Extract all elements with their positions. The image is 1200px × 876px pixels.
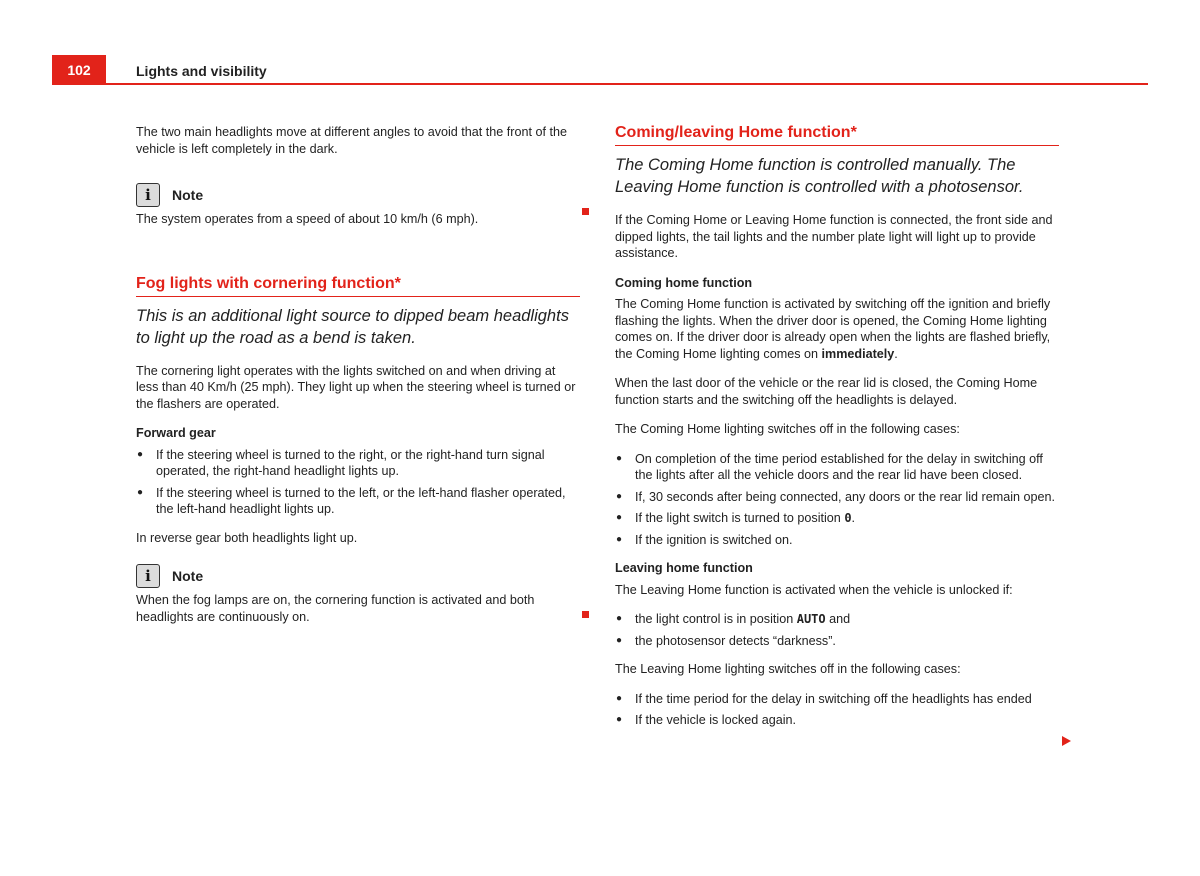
list-item: ● If the steering wheel is turned to the left, or the left-hand flasher operated, the left-hand headlight lights up. — [136, 485, 580, 518]
coming-leaving-intro: If the Coming Home or Leaving Home function is connected, the front side and dipped lights, the tail lights and the number plate light will light up to provide assistance. — [615, 213, 1053, 260]
leaving-home-heading: Leaving home function — [615, 561, 753, 575]
list-item: ● the photosensor detects “darkness”. — [615, 633, 1059, 650]
coming-leaving-heading: Coming/leaving Home function* — [615, 124, 1059, 146]
fog-lights-section — [136, 275, 580, 547]
left-column — [136, 124, 580, 625]
info-icon: i — [136, 564, 160, 588]
note-box-fog — [136, 564, 580, 625]
coming-home-paragraph: The Coming Home lighting switches off in the following cases: — [615, 422, 960, 436]
list-item: ● If, 30 seconds after being connected, any doors or the rear lid remain open. — [615, 489, 1059, 506]
forward-gear-heading: Forward gear — [136, 426, 216, 440]
coming-leaving-lead: The Coming Home function is controlled manually. The Leaving Home function is controlled with a photosensor. — [615, 156, 1024, 196]
list-item: ● If the light switch is turned to position 0. — [615, 510, 1059, 527]
right-column — [615, 124, 1059, 741]
list-item: ● the light control is in position AUTO and — [615, 611, 1059, 628]
leaving-home-conditions-list — [615, 611, 1059, 649]
page-number: 102 — [52, 55, 106, 85]
auto-position-symbol: AUTO — [796, 612, 826, 626]
note-label: Note — [172, 568, 204, 584]
section-end-marker — [582, 208, 589, 215]
coming-home-paragraph: When the last door of the vehicle or the rear lid is closed, the Coming Home function starts and the switching off the headlights is delayed. — [615, 376, 1038, 407]
note-label: Note — [172, 187, 204, 203]
coming-home-paragraph: The Coming Home function is activated by switching off the ignition and briefly flashing the lights. When the driver door is opened, the Coming Home lighting comes on. If the driver door is already open when the lights are flashed briefly, the Coming Home lighting comes on immediately. — [615, 297, 1051, 361]
header-rule — [52, 83, 1148, 85]
note-text: The system operates from a speed of about 10 km/h (6 mph). — [136, 212, 479, 226]
list-item: ● If the steering wheel is turned to the right, or the right-hand turn signal operated, the right-hand headlight lights up. — [136, 447, 580, 480]
fog-lights-heading: Fog lights with cornering function* — [136, 275, 580, 297]
coming-home-off-list — [615, 451, 1059, 549]
continue-arrow-icon — [1062, 736, 1071, 746]
fog-lights-lead: This is an additional light source to dipped beam headlights to light up the road as a bend is taken. — [136, 306, 569, 347]
emphasis-text: immediately — [821, 346, 895, 361]
list-item: ● On completion of the time period established for the delay in switching off the lights after all the vehicle doors and the rear lid have been closed. — [615, 451, 1059, 484]
forward-gear-list — [136, 447, 580, 518]
leaving-home-paragraph: The Leaving Home lighting switches off in the following cases: — [615, 662, 961, 676]
intro-paragraph: The two main headlights move at different angles to avoid that the front of the vehicle is left completely in the dark. — [136, 125, 568, 156]
section-end-marker — [582, 611, 589, 618]
list-item: ● If the ignition is switched on. — [615, 532, 1059, 549]
leaving-home-paragraph: The Leaving Home function is activated when the vehicle is unlocked if: — [615, 582, 1013, 597]
note-text: When the fog lamps are on, the cornering function is activated and both headlights are continuously on. — [136, 593, 535, 624]
fog-lights-body: The cornering light operates with the lights switched on and when driving at less than 40 Km/h (25 mph). They light up when the steering wheel is turned or the flashers are operated. — [136, 363, 576, 411]
note-box-speed — [136, 183, 580, 228]
leaving-home-off-list — [615, 691, 1059, 729]
reverse-gear-text: In reverse gear both headlights light up. — [136, 530, 358, 545]
switch-position-symbol: 0 — [844, 511, 852, 525]
list-item: ● If the time period for the delay in switching off the headlights has ended — [615, 691, 1059, 708]
coming-home-heading: Coming home function — [615, 275, 753, 290]
info-icon: i — [136, 183, 160, 207]
list-item: ● If the vehicle is locked again. — [615, 712, 1059, 729]
section-title: Lights and visibility — [136, 63, 267, 79]
